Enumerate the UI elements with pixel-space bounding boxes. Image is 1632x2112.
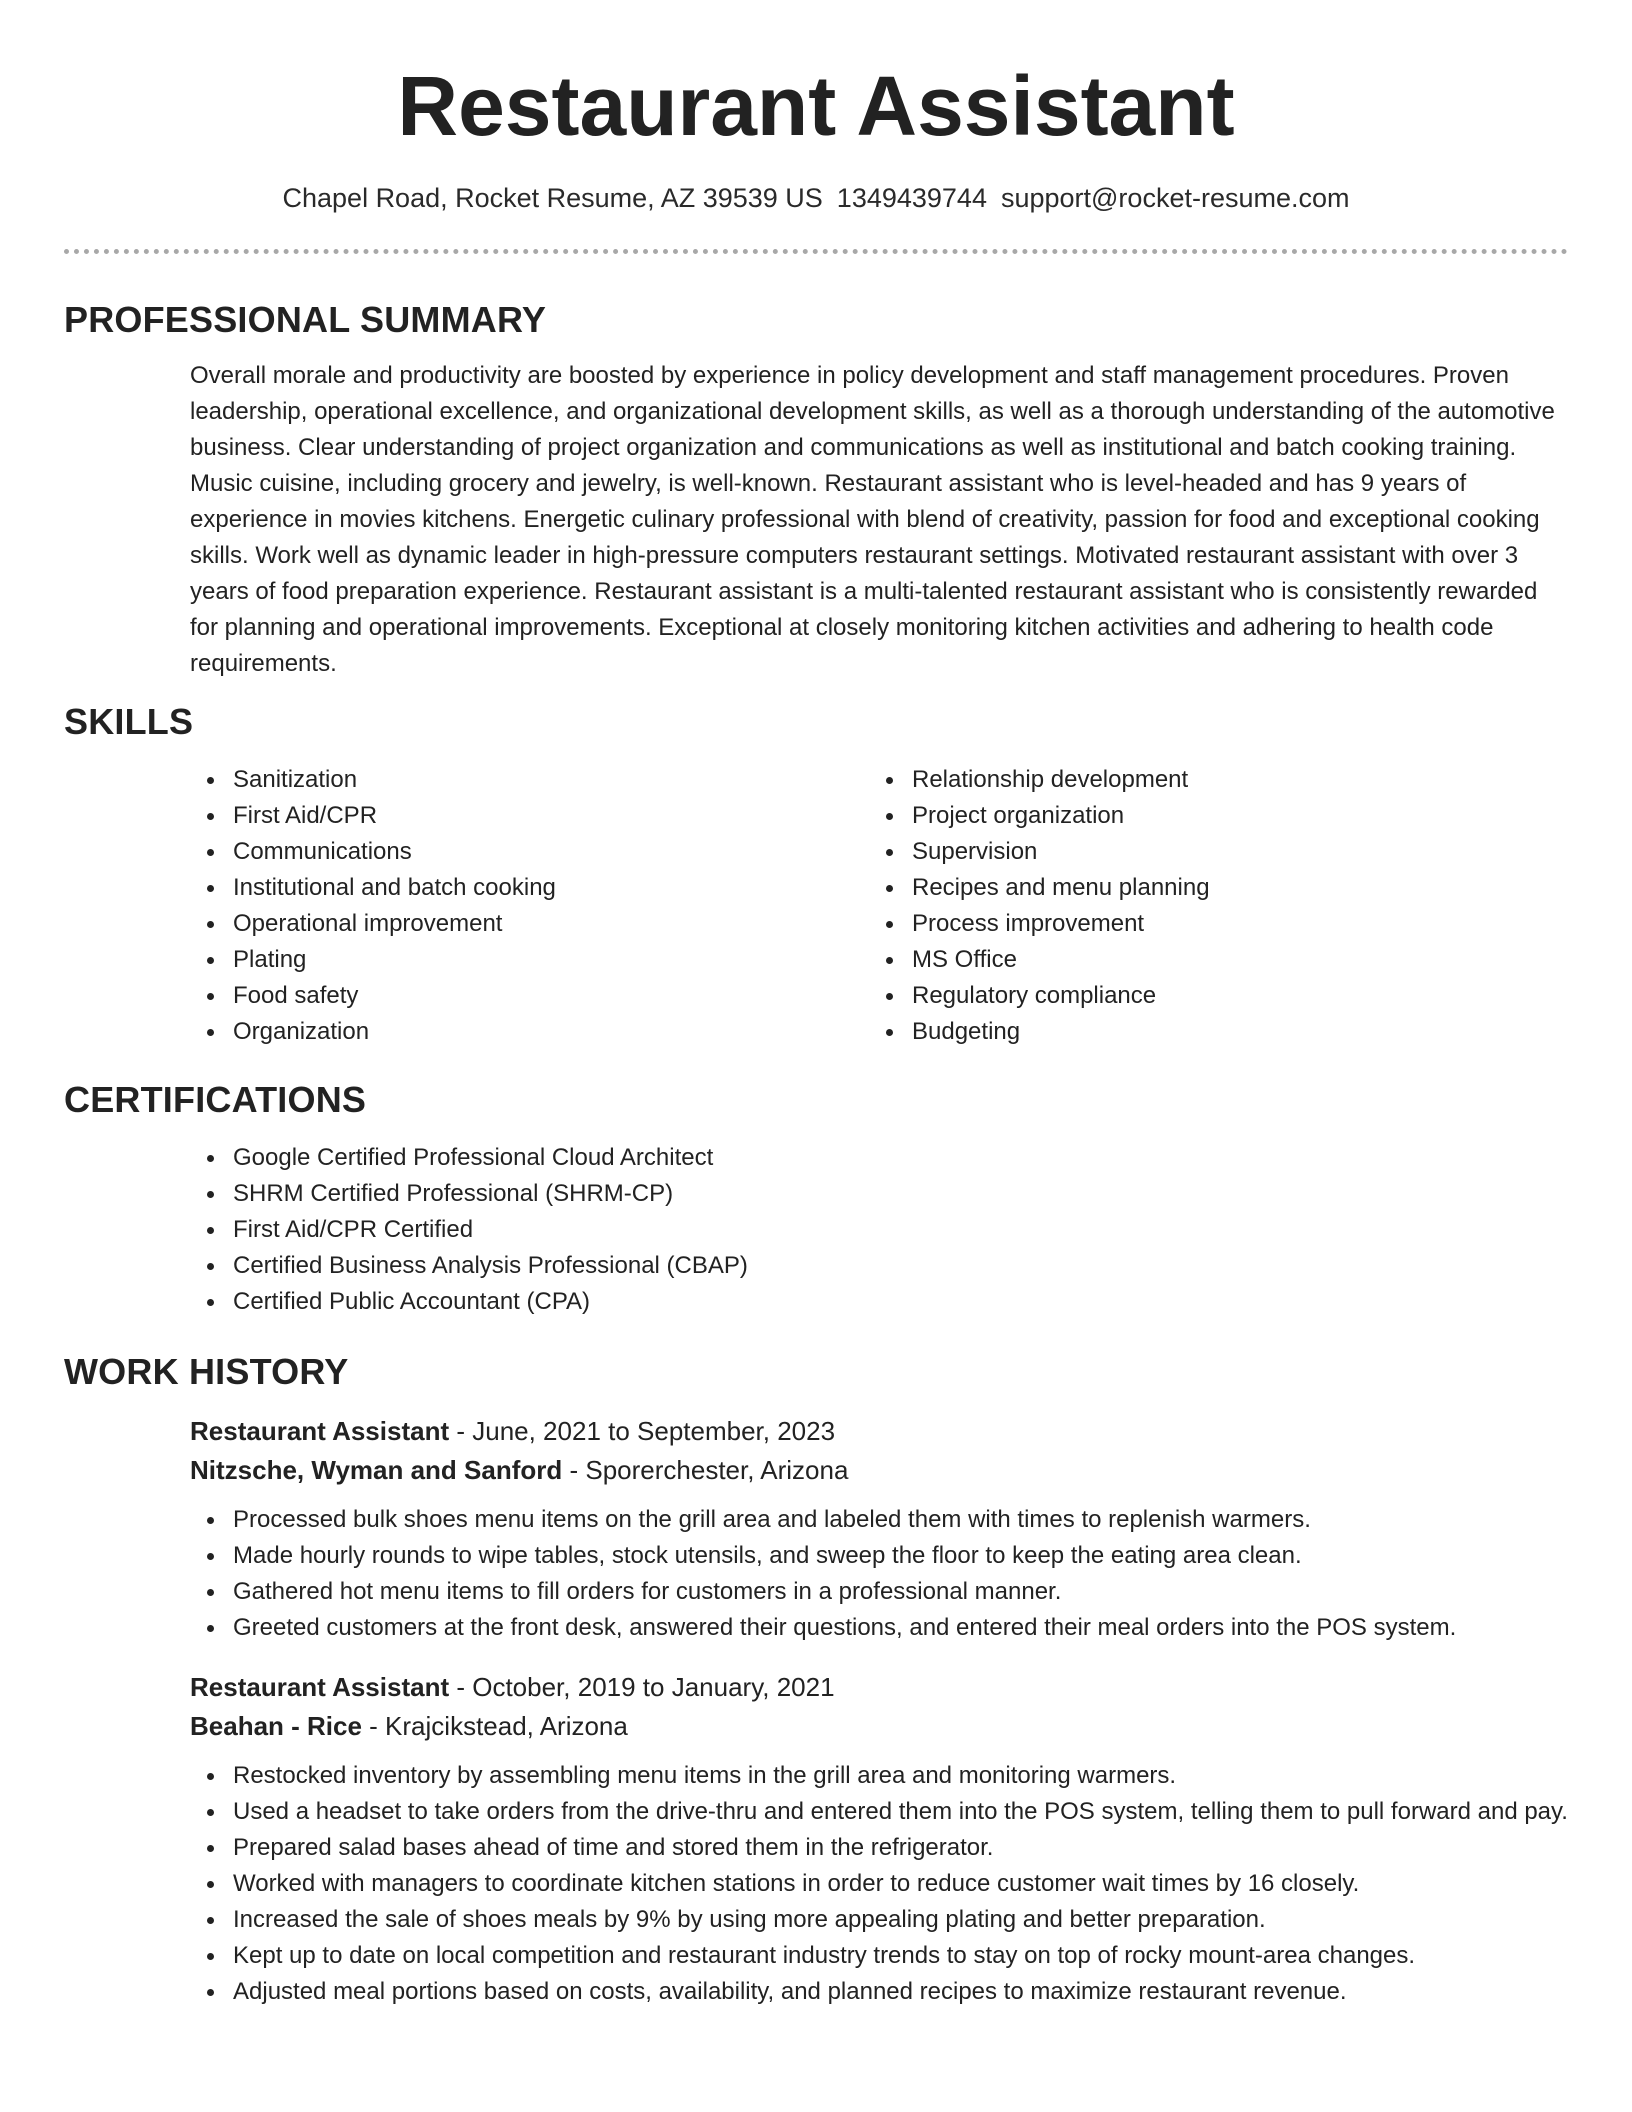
section-heading-certifications: CERTIFICATIONS [64, 1079, 367, 1120]
skill-item: Organization [190, 1014, 869, 1050]
job-bullet: Restocked inventory by assembling menu items in the grill area and monitoring warmers. [190, 1758, 1568, 1794]
job-bullet: Greeted customers at the front desk, answered their questions, and entered their meal orders into the POS system. [190, 1610, 1568, 1646]
section-heading-summary: PROFESSIONAL SUMMARY [64, 299, 547, 340]
skill-item: Recipes and menu planning [869, 870, 1548, 906]
contact-email: support@rocket-resume.com [1000, 183, 1350, 213]
job-location: - Krajcikstead, Arizona [361, 1711, 628, 1741]
skills-section [64, 692, 1568, 1050]
skill-item: Budgeting [869, 1014, 1548, 1050]
header-divider [64, 249, 1568, 254]
skill-item: Process improvement [869, 906, 1548, 942]
skill-item: Sanitization [190, 762, 869, 798]
certification-item: Certified Public Accountant (CPA) [190, 1284, 1568, 1320]
job-bullet: Gathered hot menu items to fill orders for customers in a professional manner. [190, 1574, 1568, 1610]
skills-right-list [869, 762, 1548, 1050]
certification-item: SHRM Certified Professional (SHRM-CP) [190, 1176, 1568, 1212]
job-location: - Sporerchester, Arizona [562, 1455, 849, 1485]
skill-item: Food safety [190, 978, 869, 1014]
skill-item: Operational improvement [190, 906, 869, 942]
job-entry [64, 1668, 1568, 2010]
contact-phone: 1349439744 [836, 183, 987, 213]
skill-item: Relationship development [869, 762, 1548, 798]
skill-item: Plating [190, 942, 869, 978]
job-company: Nitzsche, Wyman and Sanford [190, 1455, 563, 1485]
contact-line [0, 178, 1632, 218]
job-title: Restaurant Assistant [190, 1416, 450, 1446]
job-dates: - October, 2019 to January, 2021 [449, 1672, 835, 1702]
certifications-list [64, 1140, 1568, 1320]
section-heading-skills: SKILLS [64, 701, 194, 742]
job-title-line [190, 1412, 1568, 1451]
summary-text: Overall morale and productivity are boosted by experience in policy development and staff management procedures. Proven leadership, operational excellence, and organizational development skills, as well as a thorough understanding of the automotive business. Clear understanding of project organization and communications as well as institutional and batch cooking training. Music cuisine, including grocery and jewelry, is well-known. Restaurant assistant who is level-headed and has 9 years of experience in movies kitchens. Energetic culinary professional with blend of creativity, passion for food and exceptional cooking skills. Work well as dynamic leader in high-pressure computers restaurant settings. Motivated restaurant assistant with over 3 years of food preparation experience. Restaurant assistant is a multi-talented restaurant assistant who is consistently rewarded for planning and operational improvements. Exceptional at closely monitoring kitchen activities and adhering to health code requirements. [190, 362, 1555, 677]
work-history-section [64, 1342, 1568, 2010]
job-bullets [190, 1502, 1568, 1646]
contact-address: Chapel Road, Rocket Resume, AZ 39539 US [282, 183, 823, 213]
certifications-section [64, 1070, 1568, 1320]
certification-item: First Aid/CPR Certified [190, 1212, 1568, 1248]
summary-section [64, 290, 1568, 682]
resume-body [64, 290, 1568, 2032]
skill-item: Supervision [869, 834, 1548, 870]
skill-item: Regulatory compliance [869, 978, 1548, 1014]
skill-item: MS Office [869, 942, 1548, 978]
job-bullet: Adjusted meal portions based on costs, availability, and planned recipes to maximize restaurant revenue. [190, 1974, 1568, 2010]
skill-item: First Aid/CPR [190, 798, 869, 834]
job-company-line [190, 1707, 1568, 1746]
job-entry [64, 1412, 1568, 1646]
resume-name: Restaurant Assistant [397, 59, 1235, 153]
job-title-line [190, 1668, 1568, 1707]
job-title: Restaurant Assistant [190, 1672, 450, 1702]
job-bullets [190, 1758, 1568, 2010]
job-bullet: Increased the sale of shoes meals by 9% by using more appealing plating and better preparation. [190, 1902, 1568, 1938]
skills-left-list [190, 762, 869, 1050]
job-dates: - June, 2021 to September, 2023 [449, 1416, 836, 1446]
job-bullet: Made hourly rounds to wipe tables, stock utensils, and sweep the floor to keep the eating area clean. [190, 1538, 1568, 1574]
skills-columns [64, 762, 1568, 1050]
certification-item: Certified Business Analysis Professional (CBAP) [190, 1248, 1568, 1284]
job-bullet: Kept up to date on local competition and restaurant industry trends to stay on top of rocky mount-area changes. [190, 1938, 1568, 1974]
section-heading-work-history: WORK HISTORY [64, 1351, 349, 1392]
skill-item: Project organization [869, 798, 1548, 834]
job-bullet: Prepared salad bases ahead of time and stored them in the refrigerator. [190, 1830, 1568, 1866]
job-company: Beahan - Rice [190, 1711, 362, 1741]
certification-item: Google Certified Professional Cloud Architect [190, 1140, 1568, 1176]
job-bullet: Worked with managers to coordinate kitchen stations in order to reduce customer wait times by 16 closely. [190, 1866, 1568, 1902]
job-company-line [190, 1451, 1568, 1490]
job-bullet: Used a headset to take orders from the drive-thru and entered them into the POS system, telling them to pull forward and pay. [190, 1794, 1568, 1830]
skill-item: Institutional and batch cooking [190, 870, 869, 906]
skill-item: Communications [190, 834, 869, 870]
job-bullet: Processed bulk shoes menu items on the grill area and labeled them with times to replenish warmers. [190, 1502, 1568, 1538]
